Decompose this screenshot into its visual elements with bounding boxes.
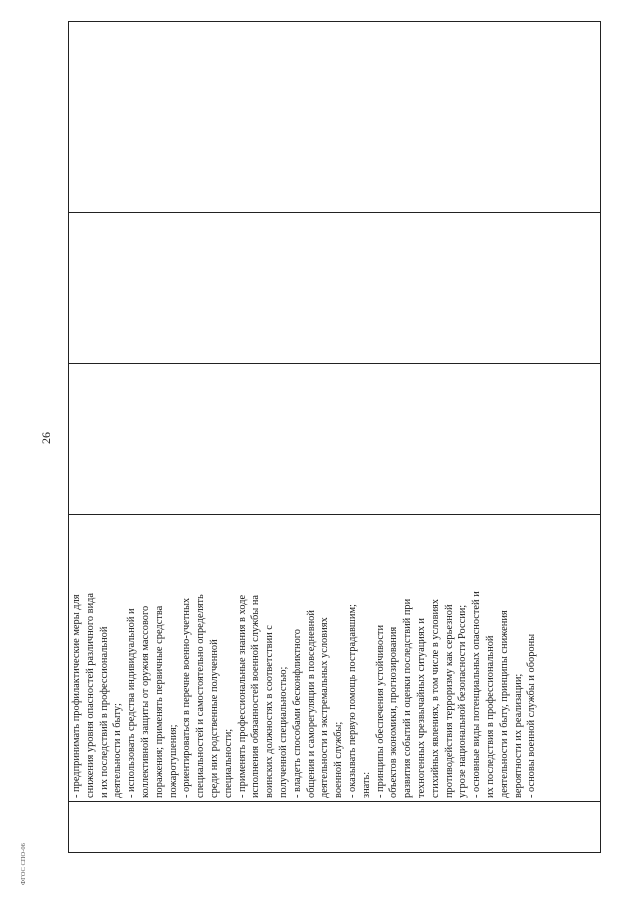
text-line: поражения; применять первичные средства [153, 605, 165, 798]
text-line: - владеть способами бесконфликтного [291, 629, 303, 798]
text-line: специальностей и самостоятельно определять [195, 594, 207, 798]
text-line: среди них родственные полученной [208, 639, 220, 798]
text-line: специальности; [222, 728, 234, 798]
text-line: - применять профессиональные знания в ходе [236, 594, 248, 798]
text-line: техногенных чрезвычайных ситуациях и [415, 618, 427, 798]
text-line: полученной специальностью; [277, 666, 289, 798]
text-line: противодействия терроризму как серьезной [443, 604, 455, 798]
competence-text-cell [69, 515, 601, 802]
text-line: вероятности их реализации; [512, 673, 524, 798]
text-line: деятельности и быту; [112, 703, 124, 798]
text-line: и их последствий в профессиональной [98, 626, 110, 798]
table-row [69, 22, 601, 853]
text-line: пожаротушения; [167, 724, 179, 798]
text-line: деятельности и быту, принципы снижения [498, 610, 510, 798]
text-line: общения и саморегуляции в повседневной [305, 610, 317, 798]
text-line: - основы военной службы и обороны [526, 633, 538, 798]
text-line: исполнения обязанностей военной службы на [250, 594, 262, 798]
footer-code: ФГОС СПО-06 [20, 843, 27, 885]
curriculum-table [68, 21, 601, 853]
text-line: - принципы обеспечения устойчивости [374, 624, 386, 798]
text-line: снижения уровня опасностей различного вида [84, 592, 96, 798]
text-line: угрозе национальной безопасности России; [457, 604, 469, 798]
text-line: коллективной защиты от оружия массового [139, 605, 151, 798]
text-line: развития событий и оценки последствий при [402, 598, 414, 798]
text-line: военной службы; [333, 721, 345, 798]
text-line: деятельности и экстремальных условиях [319, 617, 331, 798]
text-line: воинских должностях в соответствии с [264, 625, 276, 798]
text-line: - ориентироваться в перечне военно-учетных [181, 597, 193, 798]
competence-codes-cell [69, 22, 601, 213]
hours-cell [69, 364, 601, 515]
text-line: - предпринимать профилактические меры для [71, 594, 82, 798]
text-line: - основные виды потенциальных опасностей и [471, 591, 483, 798]
text-line: объектов экономики, прогнозирования [388, 626, 400, 798]
code-cell [69, 802, 601, 853]
text-line: - использовать средства индивидуальной и [126, 608, 138, 798]
text-line: стихийных явлениях, в том числе в условиях [429, 598, 441, 798]
text-line: их последствия в профессиональной [484, 635, 496, 798]
text-line: - оказывать первую помощь пострадавшим; [346, 604, 358, 798]
rotated-table [68, 33, 601, 853]
text-line: знать: [360, 771, 372, 798]
page-number: 26 [39, 432, 53, 444]
discipline-cell [69, 213, 601, 364]
